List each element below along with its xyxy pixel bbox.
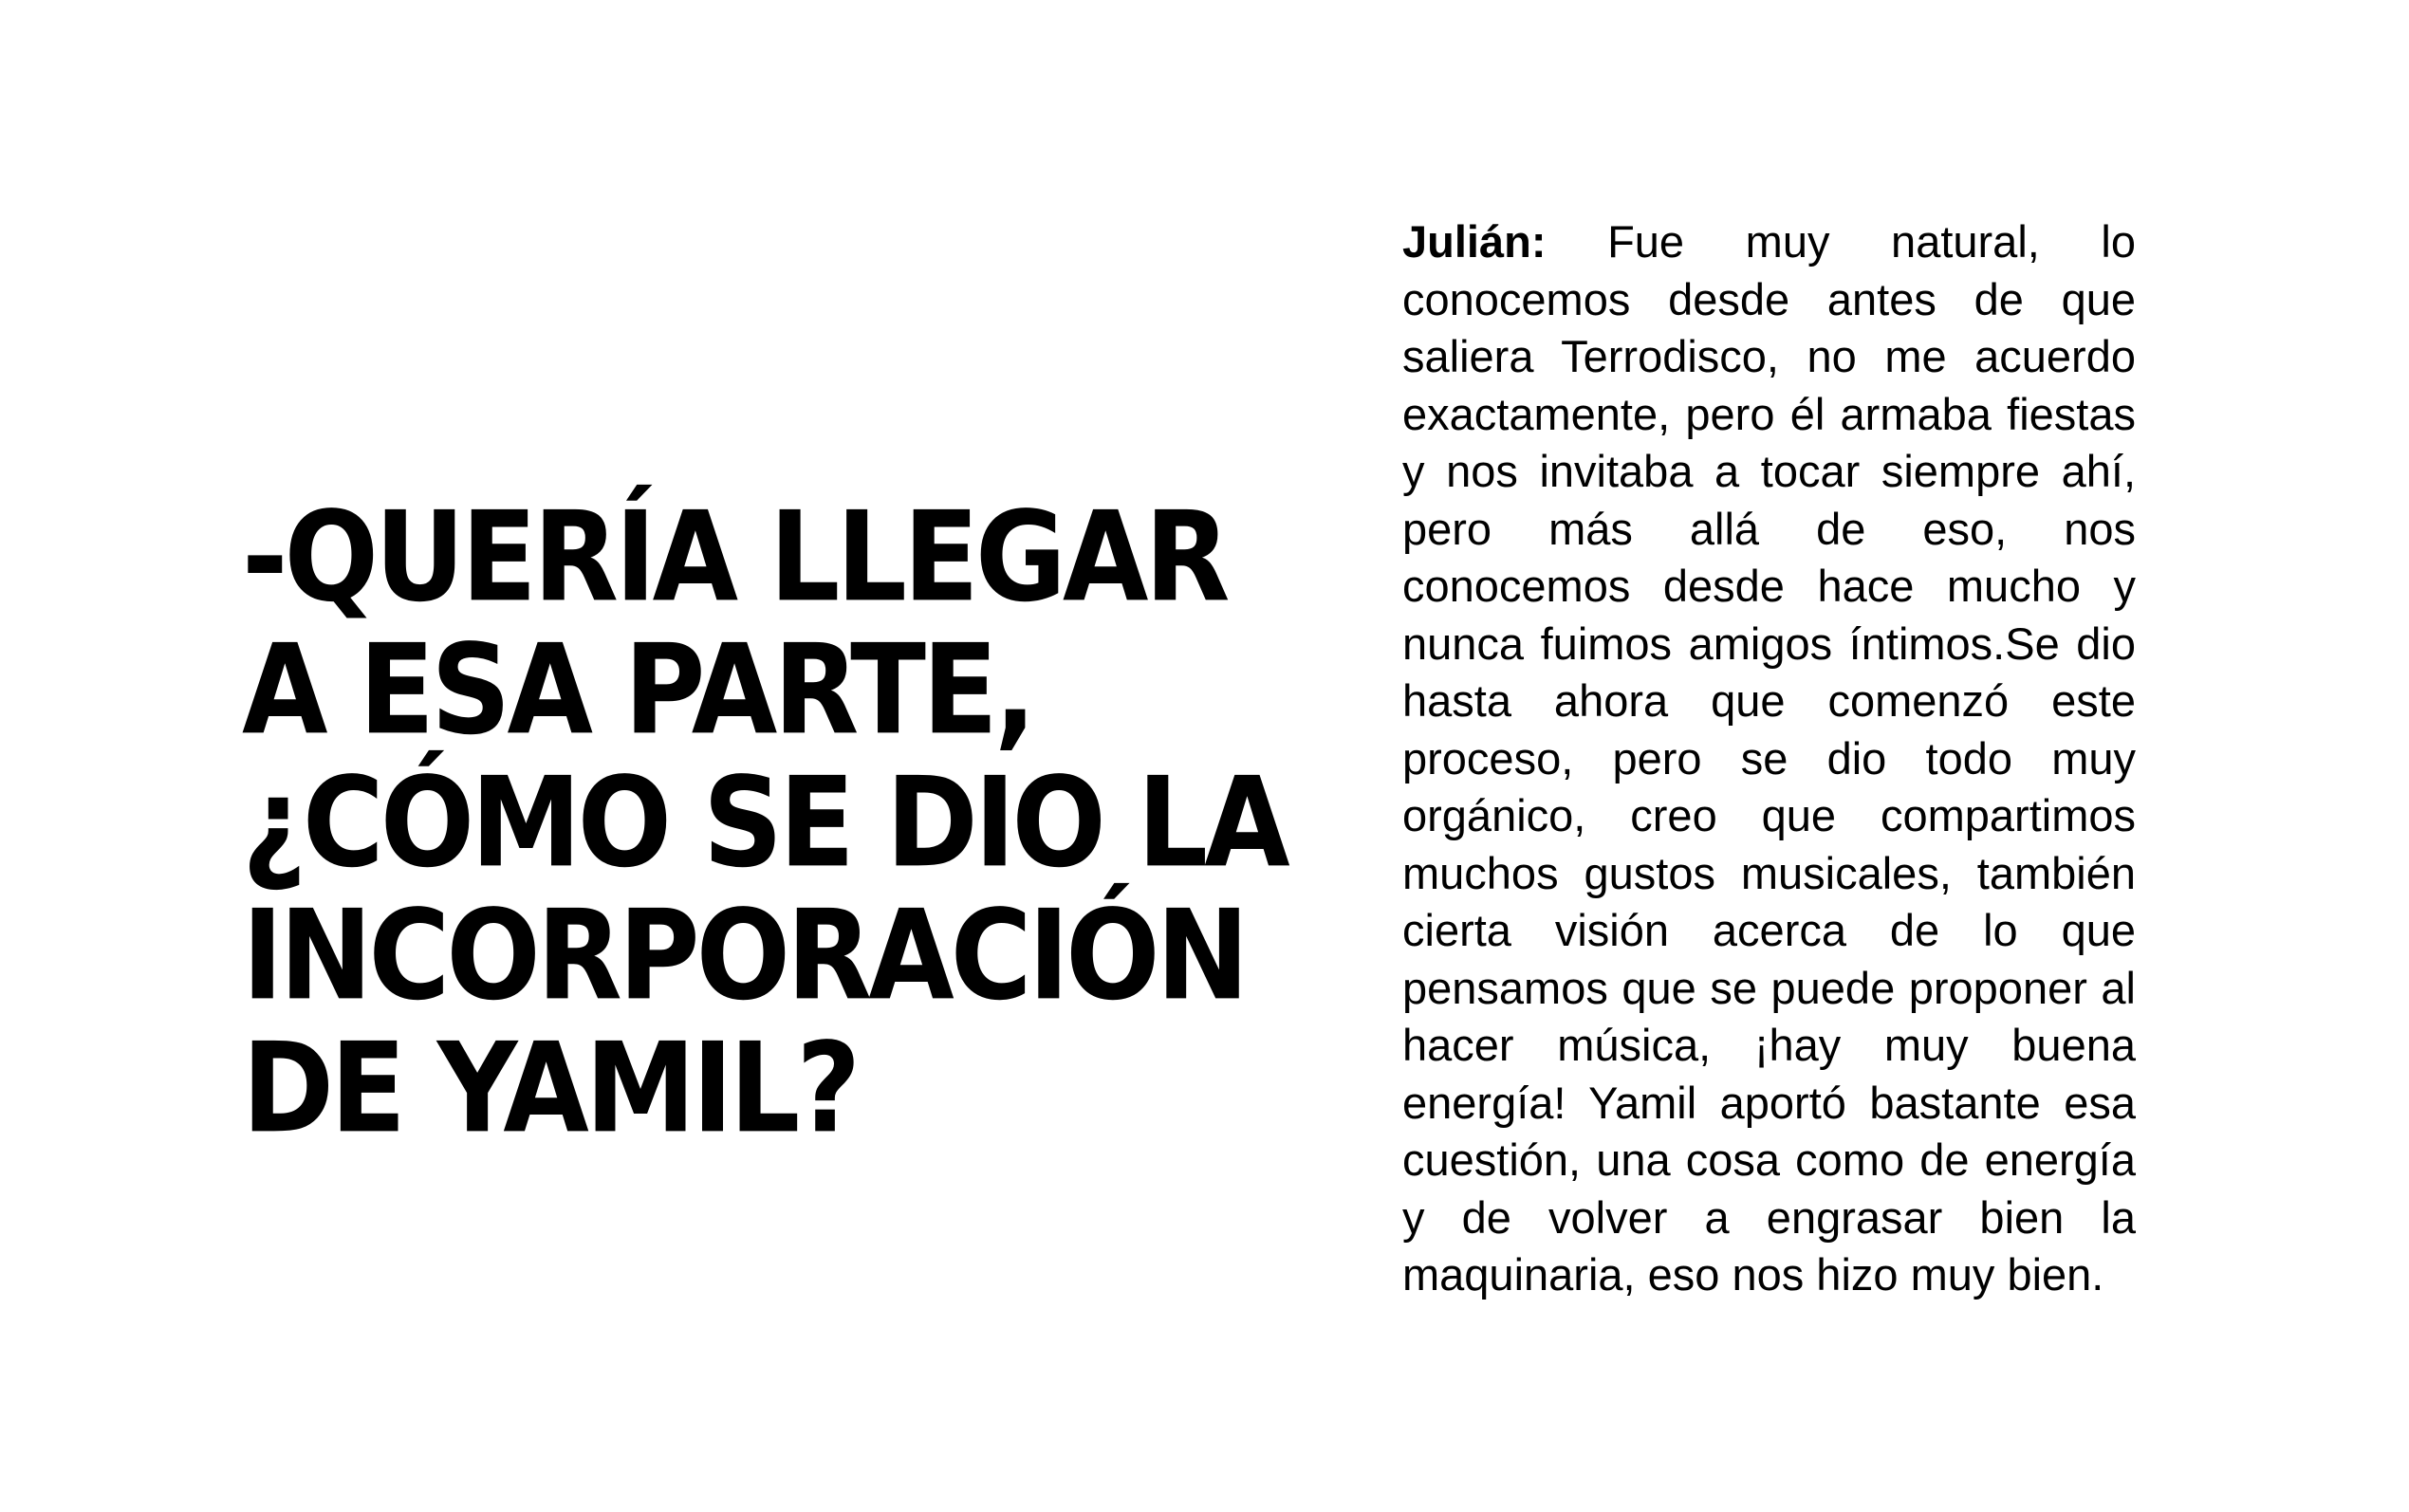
question-line: -QUERÍA LLEGAR — [242, 484, 1227, 630]
question-line: A ESA PARTE, — [242, 617, 1033, 763]
question-line: ¿CÓMO SE DIO LA — [242, 749, 1287, 895]
interview-question — [242, 484, 1362, 1161]
speaker-name: Julián: — [1402, 216, 1547, 267]
answer-text: Fue muy natural, lo conocemos desde antes de que saliera Terrodisco, no me acuerdo exactamente, pero él armaba fiestas y nos invitaba a tocar siempre ahí, pero más allá de eso, nos conocemos desde hace mucho y nunca fuimos amigos íntimos.Se dio hasta ahora que comenzó este proceso, pero se dio todo muy orgánico, creo que compartimos muchos gustos musicales, también cierta visión acerca de lo que pensamos que se puede proponer al hacer música, ¡hay muy buena energía! Yamil aportó bastante esa cuestión, una cosa como de energía y de volver a engrasar bien la maquinaria, eso nos hizo muy bien. — [1402, 216, 2136, 1300]
question-line: INCORPORACIÓN — [242, 882, 1246, 1028]
interview-answer — [1402, 213, 2136, 1304]
question-line: DE YAMIL? — [242, 1015, 858, 1161]
